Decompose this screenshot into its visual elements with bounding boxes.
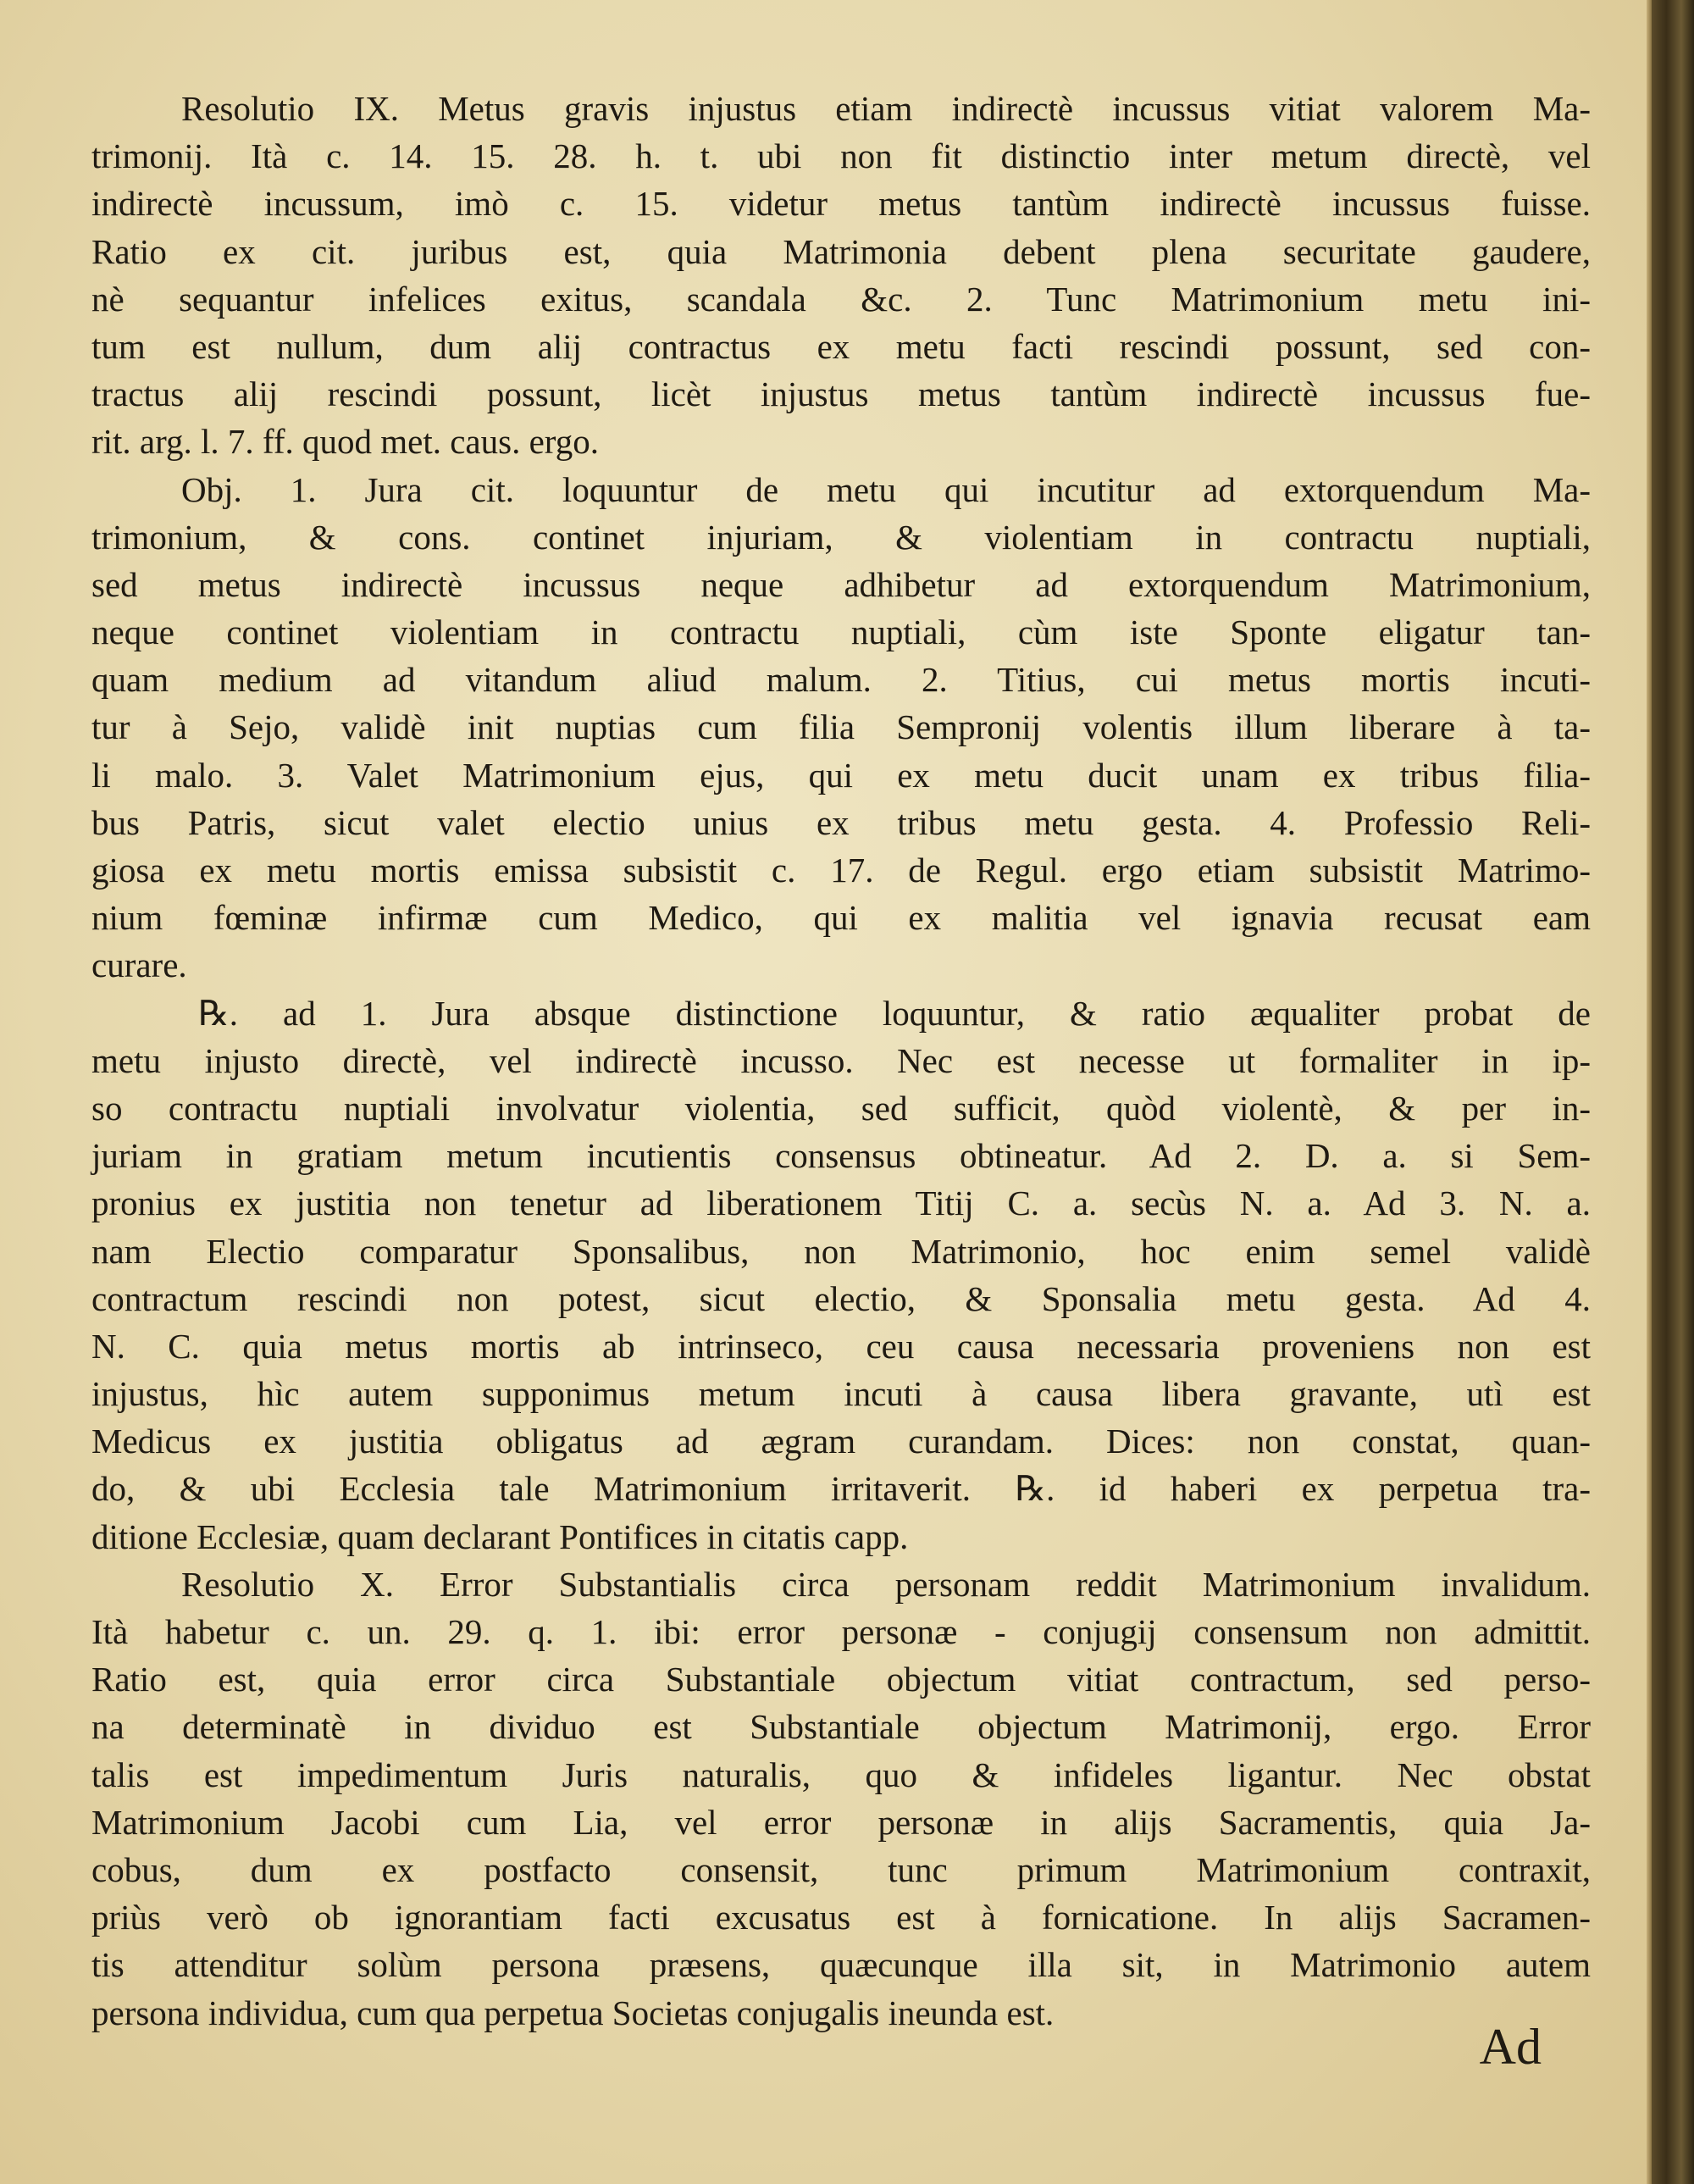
book-gutter <box>1652 0 1694 2184</box>
text-line: tum est nullum, dum alij contractus ex metu facti rescindi possunt, sed con- <box>91 326 1591 366</box>
text-line: ditione Ecclesiæ, quam declarant Pontifices in citatis capp. <box>91 1516 909 1556</box>
text-line: N. C. quia metus mortis ab intrinseco, ceu causa necessaria proveniens non est <box>91 1326 1591 1366</box>
text-line: so contractu nuptiali involvatur violentia, sed sufficit, quòd violentè, & per in- <box>91 1088 1591 1128</box>
text-line: trimonij. Ità c. 14. 15. 28. h. t. ubi non fit distinctio inter metum directè, vel <box>91 136 1591 176</box>
text-line: quam medium ad vitandum aliud malum. 2. Titius, cui metus mortis incuti- <box>91 660 1591 700</box>
text-line: rit. arg. l. 7. ff. quod met. caus. ergo. <box>91 422 599 462</box>
text-line: pronius ex justitia non tenetur ad liberationem Titij C. a. secùs N. a. Ad 3. N. a. <box>91 1183 1591 1223</box>
catchword: Ad <box>1479 2019 1542 2075</box>
text-line: persona individua, cum qua perpetua Societas conjugalis ineunda est. <box>91 1993 1055 2032</box>
text-line: curare. <box>91 945 187 985</box>
text-line: contractum rescindi non potest, sicut electio, & Sponsalia metu gesta. Ad 4. <box>91 1278 1591 1318</box>
text-line: do, & ubi Ecclesia tale Matrimonium irritaverit. ℞. id haberi ex perpetua tra- <box>91 1469 1591 1509</box>
text-line: trimonium, & cons. continet injuriam, & violentiam in contractu nuptiali, <box>91 517 1591 557</box>
text-line: nam Electio comparatur Sponsalibus, non Matrimonio, hoc enim semel validè <box>91 1231 1591 1271</box>
text-line: na determinatè in dividuo est Substantiale objectum Matrimonij, ergo. Error <box>91 1707 1591 1747</box>
text-line: nè sequantur infelices exitus, scandala &c. 2. Tunc Matrimonium metu ini- <box>91 279 1591 319</box>
text-line: tis attenditur solùm persona præsens, quæcunque illa sit, in Matrimonio autem <box>91 1945 1591 1985</box>
text-line: Ità habetur c. un. 29. q. 1. ibi: error personæ - conjugij consensum non admittit. <box>91 1612 1591 1651</box>
text-line: li malo. 3. Valet Matrimonium ejus, qui ex metu ducit unam ex tribus filia- <box>91 755 1591 795</box>
text-line: ℞. ad 1. Jura absque distinctione loquuntur, & ratio æqualiter probat de <box>198 993 1591 1033</box>
text-line: bus Patris, sicut valet electio unius ex tribus metu gesta. 4. Professio Reli- <box>91 802 1591 842</box>
text-line: priùs verò ob ignorantiam facti excusatus est à fornicatione. In alijs Sacramen- <box>91 1898 1591 1937</box>
text-line: talis est impedimentum Juris naturalis, quo & infideles ligantur. Nec obstat <box>91 1754 1591 1794</box>
text-line: cobus, dum ex postfacto consensit, tunc primum Matrimonium contraxit, <box>91 1849 1591 1889</box>
text-line: injustus, hìc autem supponimus metum incuti à causa libera gravante, utì est <box>91 1374 1591 1414</box>
text-line: nium fœminæ infirmæ cum Medico, qui ex malitia vel ignavia recusat eam <box>91 898 1591 938</box>
text-line: Resolutio IX. Metus gravis injustus etiam indirectè incussus vitiat valorem Ma- <box>181 89 1591 128</box>
text-line: indirectè incussum, imò c. 15. videtur metus tantùm indirectè incussus fuisse. <box>91 184 1591 224</box>
text-line: Obj. 1. Jura cit. loquuntur de metu qui incutitur ad extorquendum Ma- <box>181 469 1591 509</box>
body-text <box>91 85 1591 2037</box>
text-line: sed metus indirectè incussus neque adhibetur ad extorquendum Matrimonium, <box>91 564 1591 604</box>
text-line: tractus alij rescindi possunt, licèt injustus metus tantùm indirectè incussus fue- <box>91 374 1591 414</box>
text-line: Resolutio X. Error Substantialis circa personam reddit Matrimonium invalidum. <box>181 1564 1591 1604</box>
text-line: Ratio est, quia error circa Substantiale objectum vitiat contractum, sed perso- <box>91 1660 1591 1699</box>
text-line: tur à Sejo, validè init nuptias cum filia Sempronij volentis illum liberare à ta- <box>91 707 1591 747</box>
text-line: Medicus ex justitia obligatus ad ægram curandam. Dices: non constat, quan- <box>91 1422 1591 1461</box>
text-line: neque continet violentiam in contractu nuptiali, cùm iste Sponte eligatur tan- <box>91 613 1591 652</box>
text-line: metu injusto directè, vel indirectè incusso. Nec est necesse ut formaliter in ip- <box>91 1040 1591 1080</box>
text-line: juriam in gratiam metum incutientis consensus obtineatur. Ad 2. D. a. si Sem- <box>91 1136 1591 1176</box>
text-line: Matrimonium Jacobi cum Lia, vel error personæ in alijs Sacramentis, quia Ja- <box>91 1802 1591 1842</box>
text-line: Ratio ex cit. juribus est, quia Matrimonia debent plena securitate gaudere, <box>91 231 1591 271</box>
text-line: giosa ex metu mortis emissa subsistit c. 17. de Regul. ergo etiam subsistit Matrimo- <box>91 851 1591 890</box>
